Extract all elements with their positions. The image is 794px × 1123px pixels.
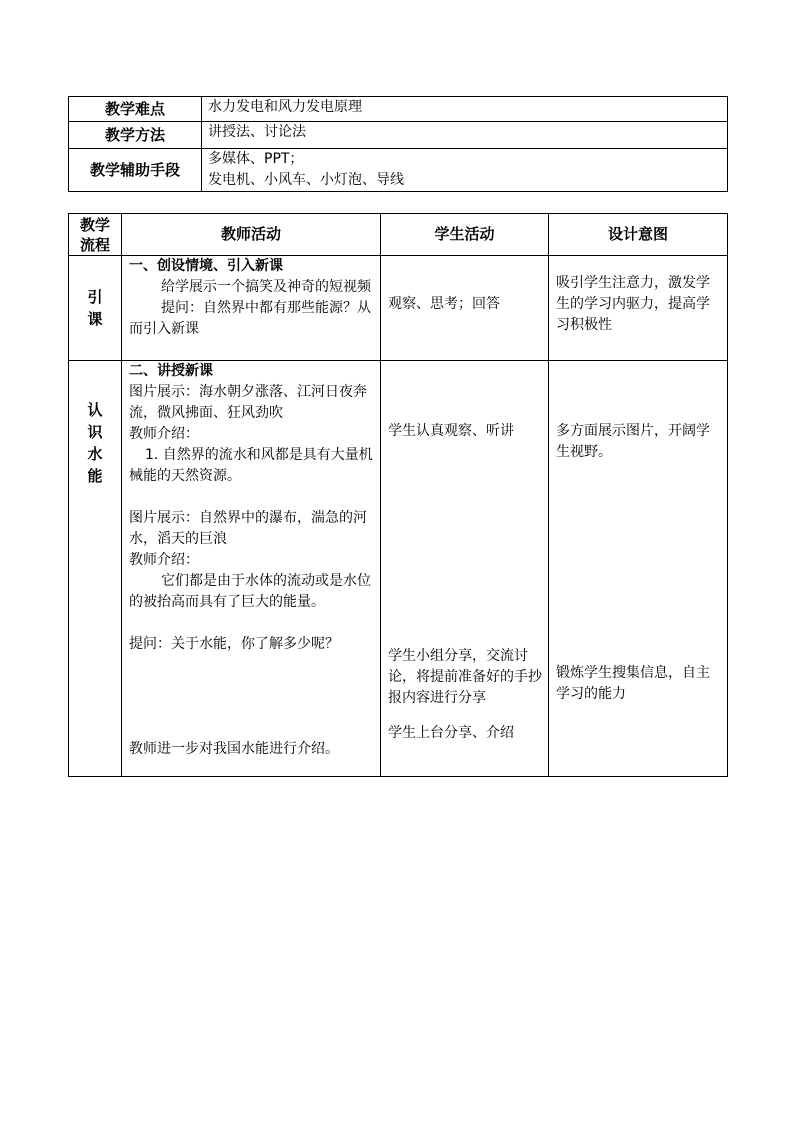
- header-flow: 教学 流程: [69, 214, 122, 256]
- row-hydro: [69, 361, 728, 777]
- aids-row: [69, 149, 728, 192]
- intro-design-intent: 吸引学生注意力，激发学生的学习内驱力，提高学习积极性: [549, 256, 728, 361]
- aids-line-1: 多媒体、PPT；: [208, 151, 304, 167]
- lesson-info-table: [68, 96, 728, 192]
- aids-line-2: 发电机、小风车、小灯泡、导线: [208, 172, 404, 188]
- intro-teacher-activity: [122, 256, 381, 361]
- hydro-student-activity: 学生认真观察、听讲 学生小组分享，交流讨论，将提前准备好的手抄报内容进行分享 学生上台分享、介绍: [381, 361, 549, 777]
- intro-question-text: 提问：自然界中都有那些能源？从而引入新课: [129, 300, 371, 337]
- teaching-process-table: [68, 213, 728, 777]
- method-label: 教学方法: [69, 122, 202, 149]
- method-value: 讲授法、讨论法: [202, 122, 728, 149]
- difficulty-row: [69, 97, 728, 122]
- aids-label: 教学辅助手段: [69, 149, 202, 192]
- aids-value: [202, 149, 728, 192]
- hydro-teacher-activity: 二、讲授新课 图片展示：海水朝夕涨落、江河日夜奔流，微风拂面、狂风劲吹 教师介绍： 1. 自然界的流水和风都是具有大量机械能的天然资源。 图片展示：自然界中的瀑布，湍急的河水，滔天的巨浪 教师介绍： 它们都是由于水体的流动或是水位的被抬高而具有了巨大的能量。 提问：关于水能，你了解多少呢？ 教师进一步对我国水能进行介绍。: [122, 361, 381, 777]
- intro-video-text: 给学展示一个搞笑及神奇的短视频: [161, 279, 371, 295]
- intro-title: 一、创设情境、引入新课: [129, 258, 283, 274]
- difficulty-value: 水力发电和风力发电原理: [202, 97, 728, 122]
- header-student-activity: 学生活动: [381, 214, 549, 256]
- stage-hydro: 认 识 水 能: [69, 361, 122, 777]
- header-teacher-activity: 教师活动: [122, 214, 381, 256]
- process-header-row: [69, 214, 728, 256]
- stage-intro: 引 课: [69, 256, 122, 361]
- hydro-design-intent: 多方面展示图片，开阔学生视野。 锻炼学生搜集信息，自主学习的能力: [549, 361, 728, 777]
- method-row: [69, 122, 728, 149]
- difficulty-label: 教学难点: [69, 97, 202, 122]
- header-design-intent: 设计意图: [549, 214, 728, 256]
- row-intro: [69, 256, 728, 361]
- intro-student-activity: 观察、思考；回答: [381, 256, 549, 361]
- hydro-title: 二、讲授新课: [129, 363, 213, 379]
